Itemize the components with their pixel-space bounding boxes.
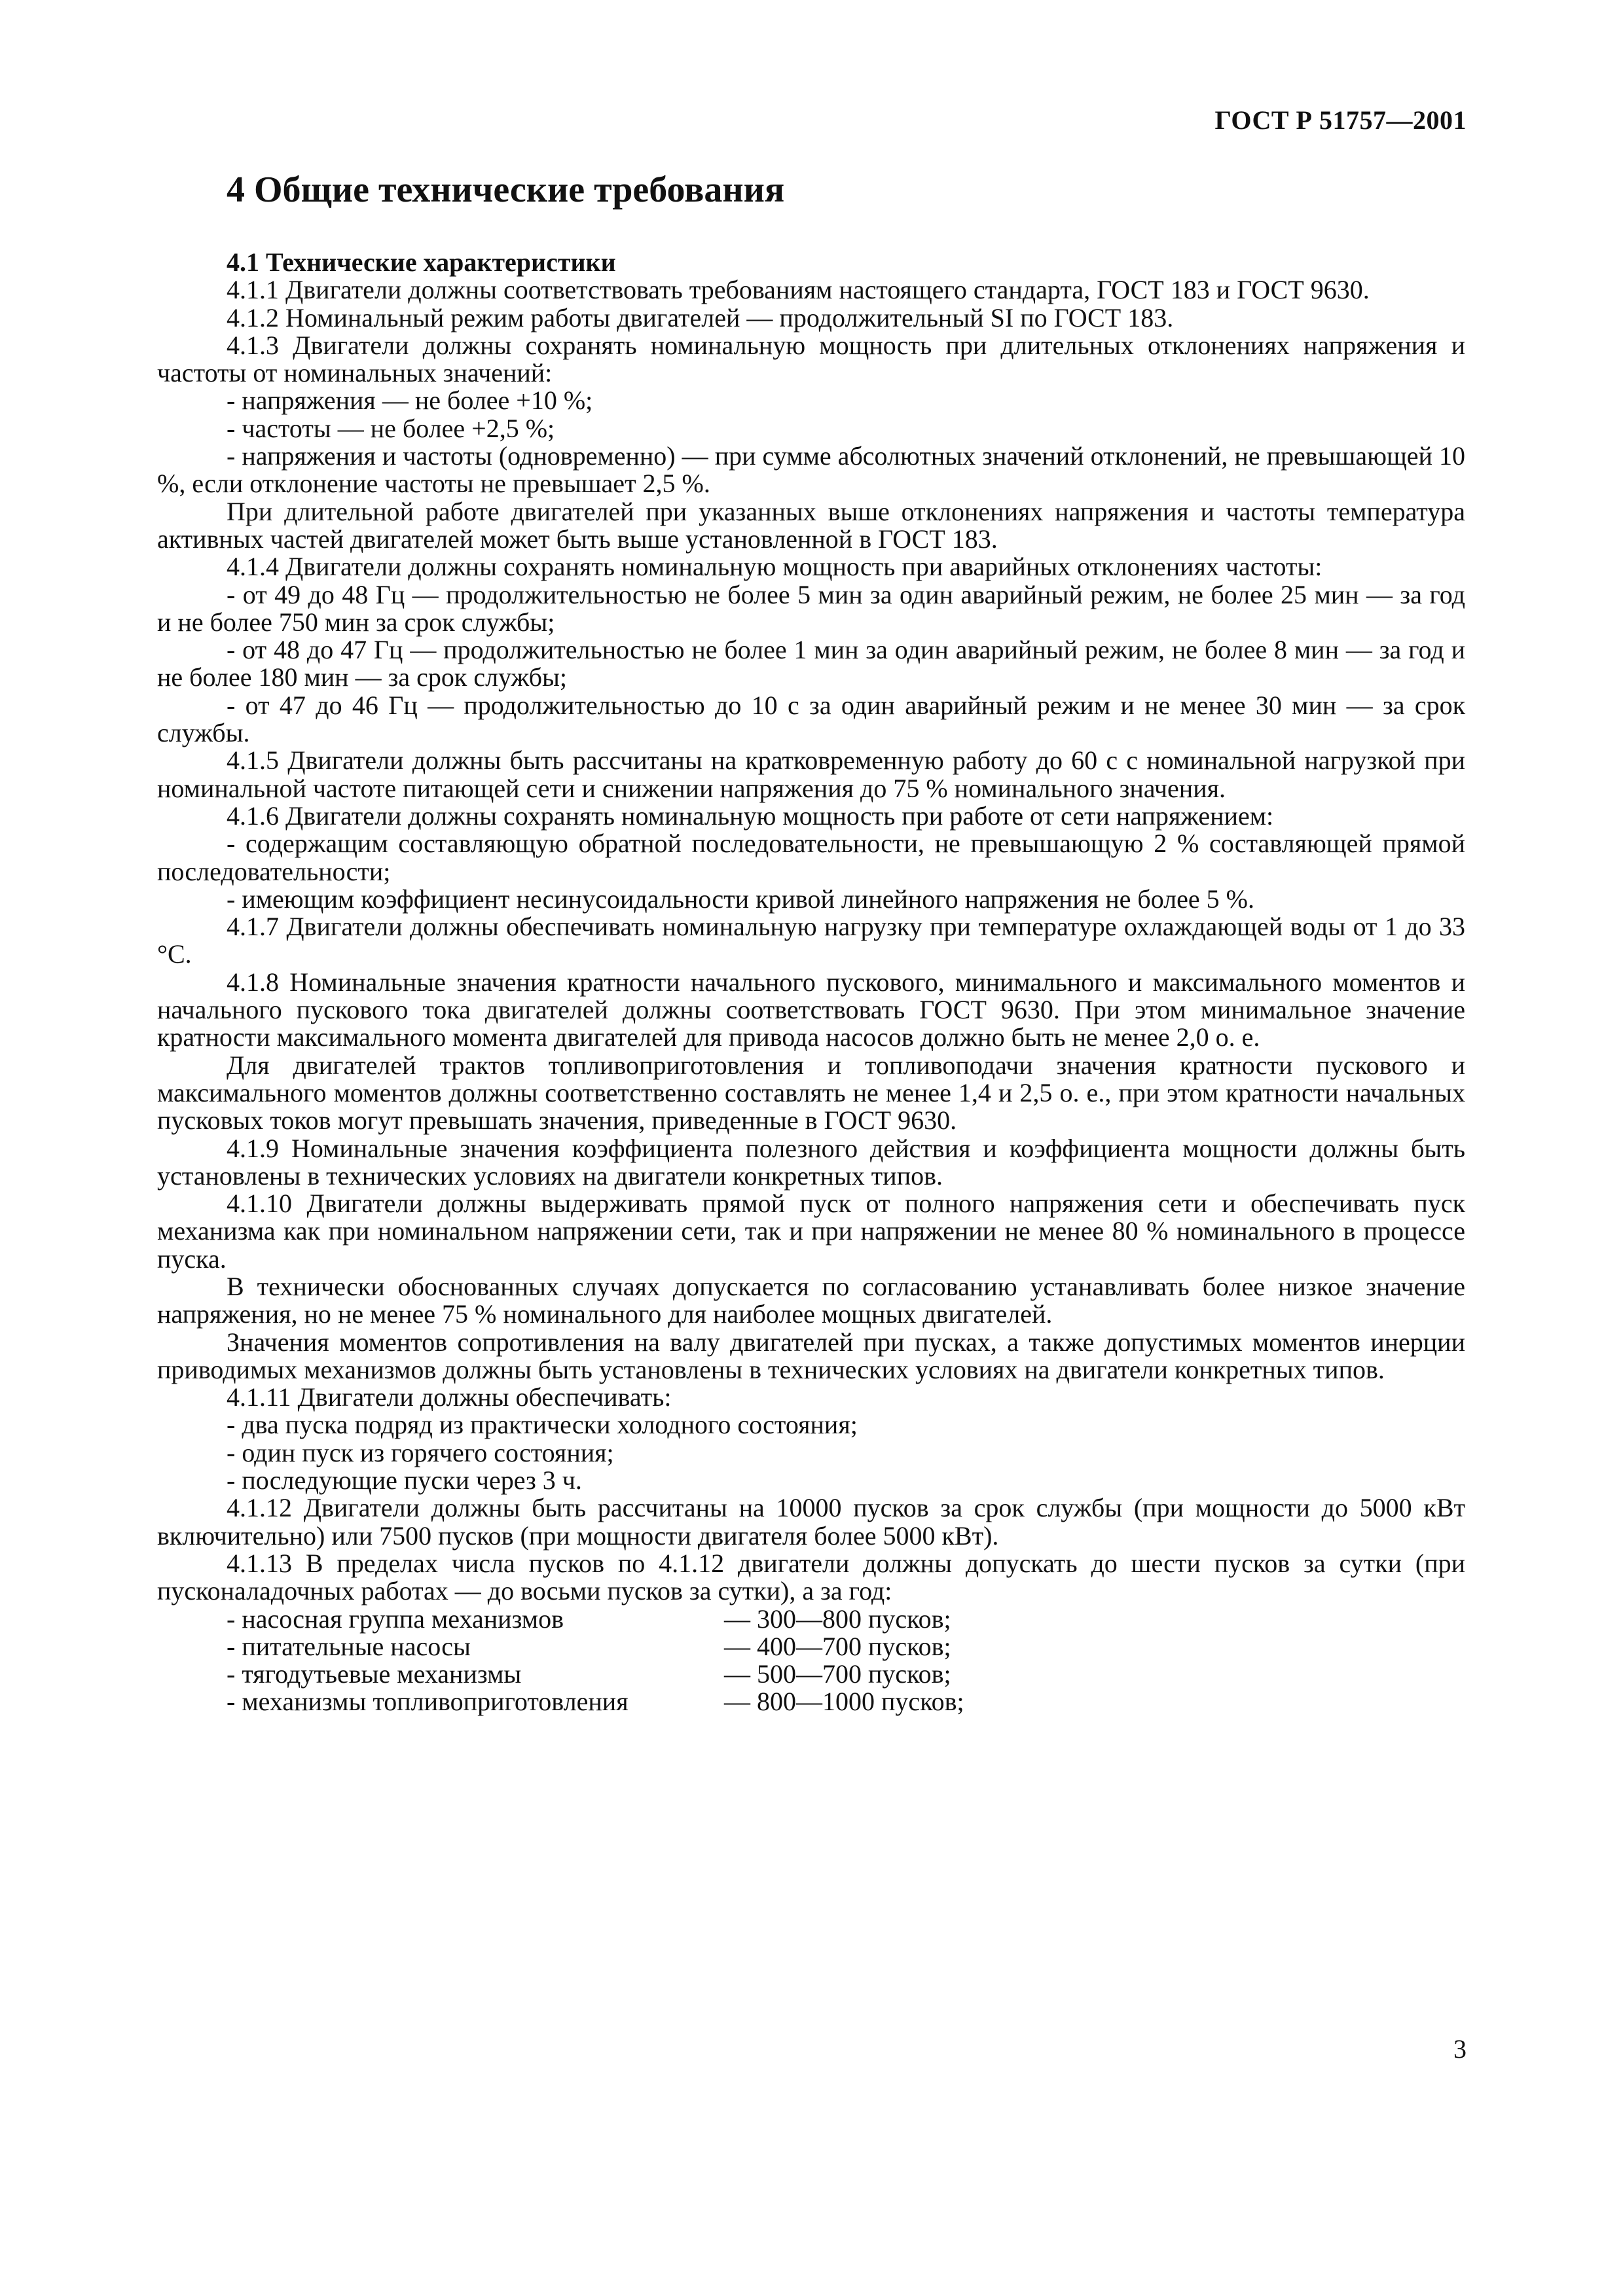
- paragraph-4-1-10: 4.1.10 Двигатели должны выдерживать прямой пуск от полного напряжения сети и обеспечивать пуск механизма как при номинальном напряжении сети, так и при напряжении не менее 80 % номинального в процессе пуска.: [157, 1189, 1465, 1274]
- document-code: ГОСТ Р 51757—2001: [1214, 105, 1467, 135]
- paragraph-4-1-12: 4.1.12 Двигатели должны быть рассчитаны на 10000 пусков за срок службы (при мощности до 5000 кВт включительно) или 7500 пусков (при мощности двигателя более 5000 кВт).: [157, 1493, 1465, 1551]
- paragraph-4-1-11: 4.1.11 Двигатели должны обеспечивать:: [227, 1382, 672, 1412]
- table-cell-value: — 300—800 пусков;: [724, 1604, 951, 1634]
- table-cell-mechanism: - питательные насосы: [227, 1631, 471, 1661]
- table-row: [227, 1688, 964, 1715]
- table-cell-mechanism: - механизмы топливоприготовления: [227, 1687, 629, 1717]
- table-cell-value: — 500—700 пусков;: [724, 1659, 951, 1689]
- list-item-48-47-hz: - от 48 до 47 Гц — продолжительностью не более 1 мин за один аварийный режим, не более 8 мин — за год и не более 180 мин — за срок службы;: [157, 635, 1465, 692]
- starts-per-year-table: [227, 1605, 964, 1716]
- table-row: [227, 1633, 964, 1660]
- paragraph-torques: Значения моментов сопротивления на валу двигателей при пусках, а также допустимых моментов инерции приводимых механизмов должны быть установлены в технических условиях на двигатели конкретных типов.: [157, 1327, 1465, 1384]
- paragraph-4-1-4: 4.1.4 Двигатели должны сохранять номинальную мощность при аварийных отклонениях частоты:: [227, 552, 1322, 582]
- paragraph-4-1-5: 4.1.5 Двигатели должны быть рассчитаны на кратковременную работу до 60 с с номинальной нагрузкой при номинальной частоте питающей сети и снижении напряжения до 75 % номинального значения.: [157, 745, 1465, 803]
- table-row: [227, 1605, 964, 1633]
- section-title: 4 Общие технические требования: [227, 170, 785, 210]
- paragraph-4-1-2: 4.1.2 Номинальный режим работы двигателей — продолжительный SI по ГОСТ 183.: [227, 302, 1174, 332]
- list-item-nonsinusoidality: - имеющим коэффициент несинусоидальности кривой линейного напряжения не более 5 %.: [227, 884, 1254, 914]
- table-cell-value: — 400—700 пусков;: [724, 1631, 951, 1661]
- paragraph-reduced-voltage: В технически обоснованных случаях допускается по согласованию устанавливать более низкое значение напряжения, но не менее 75 % номинального для наиболее мощных двигателей.: [157, 1271, 1465, 1329]
- subsection-title: 4.1 Технические характеристики: [227, 247, 616, 277]
- paragraph-4-1-1: 4.1.1 Двигатели должны соответствовать требованиям настоящего стандарта, ГОСТ 183 и ГОСТ 9630.: [227, 275, 1370, 305]
- list-item-voltage: - напряжения — не более +10 %;: [227, 386, 593, 416]
- list-item-frequency: - частоты — не более +2,5 %;: [227, 413, 555, 443]
- paragraph-4-1-9: 4.1.9 Номинальные значения коэффициента полезного действия и коэффициента мощности должны быть установлены в технических условиях на двигатели конкретных типов.: [157, 1133, 1465, 1191]
- paragraph-4-1-13: 4.1.13 В пределах числа пусков по 4.1.12 двигатели должны допускать до шести пусков за сутки (при пусконаладочных работах — до восьми пусков за сутки), а за год:: [157, 1548, 1465, 1606]
- table-cell-value: — 800—1000 пусков;: [724, 1687, 964, 1717]
- list-item-subsequent-starts: - последующие пуски через 3 ч.: [227, 1465, 582, 1496]
- paragraph-long-operation: При длительной работе двигателей при указанных выше отклонениях напряжения и частоты температура активных частей двигателей может быть выше установленной в ГОСТ 183.: [157, 496, 1465, 554]
- page-number: 3: [1453, 2034, 1467, 2064]
- table-cell-mechanism: - тягодутьевые механизмы: [227, 1659, 522, 1689]
- table-cell-mechanism: - насосная группа механизмов: [227, 1604, 564, 1634]
- table-row: [227, 1660, 964, 1688]
- list-item-47-46-hz: - от 47 до 46 Гц — продолжительностью до 10 с за один аварийный режим и не менее 30 мин — за срок службы.: [157, 690, 1465, 748]
- paragraph-4-1-6: 4.1.6 Двигатели должны сохранять номинальную мощность при работе от сети напряжением:: [227, 800, 1274, 831]
- page-content: [157, 169, 1465, 1716]
- paragraph-4-1-3: 4.1.3 Двигатели должны сохранять номинальную мощность при длительных отклонениях напряжения и частоты от номинальных значений:: [157, 330, 1465, 388]
- list-item-cold-starts: - два пуска подряд из практически холодного состояния;: [227, 1410, 858, 1440]
- list-item-negative-sequence: - содержащим составляющую обратной последовательности, не превышающую 2 % составляющей прямой последовательности;: [157, 829, 1465, 886]
- list-item-49-48-hz: - от 49 до 48 Гц — продолжительностью не более 5 мин за один аварийный режим, не более 25 мин — за год и не более 750 мин за срок службы;: [157, 579, 1465, 637]
- paragraph-4-1-8: 4.1.8 Номинальные значения кратности начального пускового, минимального и максимального моментов и начального пускового тока двигателей должны соответствовать ГОСТ 9630. При этом минимальное значение кратности максимального момента двигателей для привода насосов должно быть не менее 2,0 о. е.: [157, 967, 1465, 1052]
- list-item-hot-start: - один пуск из горячего состояния;: [227, 1437, 614, 1467]
- list-item-voltage-frequency: - напряжения и частоты (одновременно) — при сумме абсолютных значений отклонений, не превышающей 10 %, если отклонение частоты не превышает 2,5 %.: [157, 441, 1465, 499]
- paragraph-fuel-tracts: Для двигателей трактов топливоприготовления и топливоподачи значения кратности пускового и максимального моментов должны соответственно составлять не менее 1,4 и 2,5 о. е., при этом кратности начальных пусковых токов могут превышать значения, приведенные в ГОСТ 9630.: [157, 1050, 1465, 1136]
- paragraph-4-1-7: 4.1.7 Двигатели должны обеспечивать номинальную нагрузку при температуре охлаждающей воды от 1 до 33 °С.: [157, 912, 1465, 969]
